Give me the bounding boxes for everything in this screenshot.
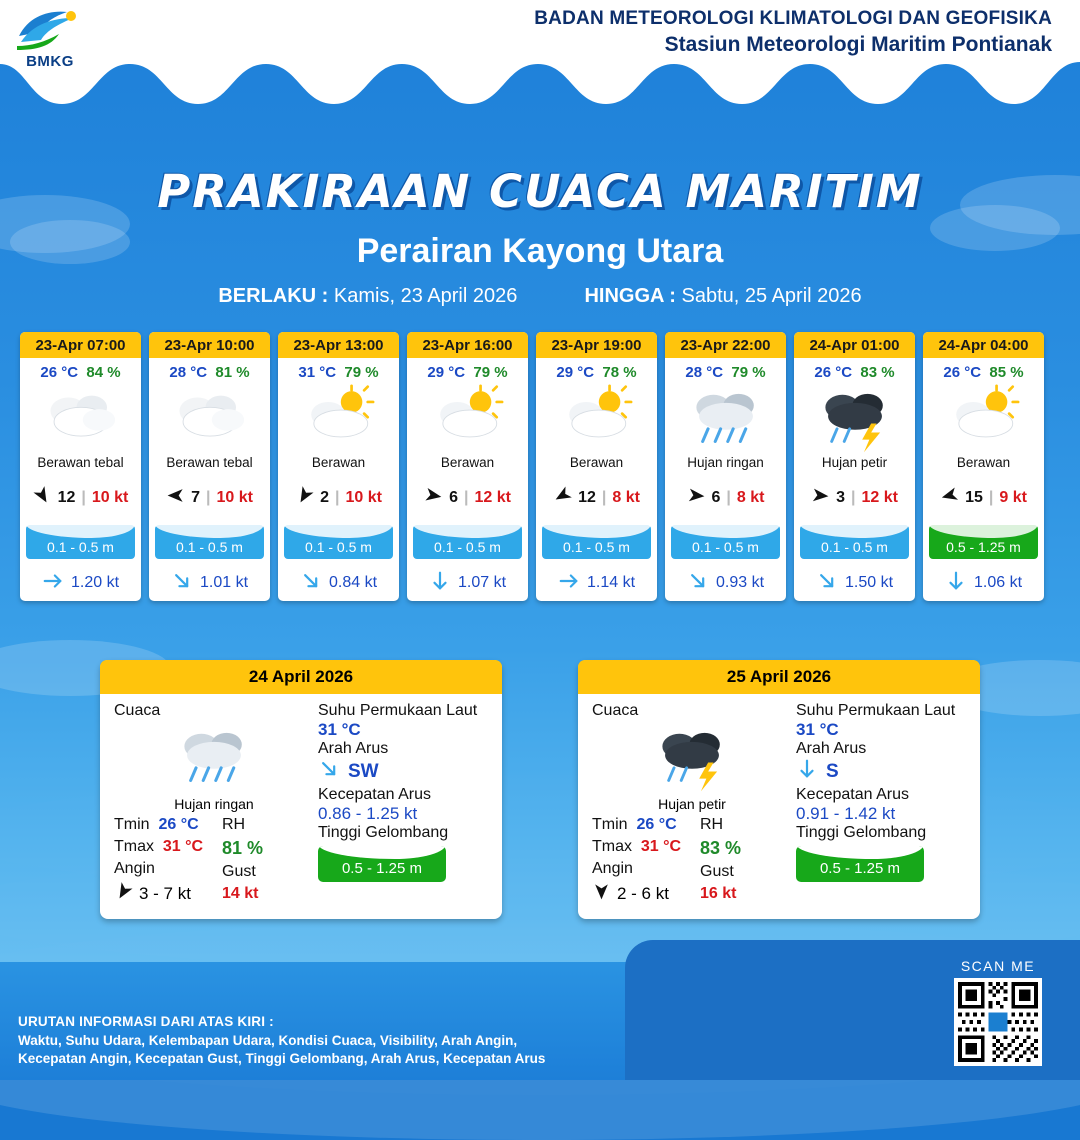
gust-label: Gust (700, 863, 734, 880)
hourly-card (149, 332, 270, 601)
hourly-current (149, 565, 270, 601)
hourly-wave-box (794, 519, 915, 565)
footer-note-line2: Waktu, Suhu Udara, Kelembapan Udara, Kondisi Cuaca, Visibility, Arah Angin, (18, 1032, 518, 1048)
hourly-temp: 26 °C (814, 364, 853, 381)
separator: | (81, 489, 86, 506)
hourly-wave-box (536, 519, 657, 565)
hourly-card (923, 332, 1044, 601)
bmkg-logo-text: BMKG (26, 53, 74, 70)
hourly-wave-box (149, 519, 270, 565)
separator: | (850, 489, 856, 506)
tmax-label: Tmax (114, 838, 154, 855)
sst-label: Suhu Permukaan Laut (796, 702, 956, 719)
hourly-time: 23-Apr 19:00 (536, 332, 657, 358)
current-direction-arrow-icon (171, 570, 193, 597)
rh-value: 83 % (700, 838, 742, 858)
hourly-temp: 26 °C (943, 364, 982, 381)
daily-date: 24 April 2026 (100, 660, 502, 694)
hourly-wind-deg: 6 (449, 489, 458, 506)
page-subtitle: Perairan Kayong Utara (356, 232, 724, 270)
hourly-time: 23-Apr 16:00 (407, 332, 528, 358)
qr-section (954, 958, 1042, 1066)
hourly-temp: 31 °C (298, 364, 337, 381)
daily-wind-row (114, 882, 222, 906)
hourly-wind-deg: 2 (320, 489, 329, 506)
hourly-wave-box (665, 519, 786, 565)
hourly-time: 24-Apr 01:00 (794, 332, 915, 358)
weather-icon-sun-cloud (278, 383, 399, 455)
sst-label: Suhu Permukaan Laut (318, 702, 478, 719)
tmin-label: Tmin (114, 816, 150, 833)
kecepatan-arus-value: 0.86 - 1.25 kt (318, 804, 418, 823)
current-direction-arrow-icon (816, 570, 838, 597)
hourly-wave-box (20, 519, 141, 565)
arah-arus-label: Arah Arus (318, 740, 389, 757)
angin-label: Angin (114, 860, 155, 877)
wind-direction-arrow-icon (553, 486, 572, 510)
hourly-time: 24-Apr 04:00 (923, 332, 1044, 358)
hourly-condition: Berawan (569, 455, 624, 470)
hourly-wave-height: 0.1 - 0.5 m (563, 539, 630, 555)
wind-direction-arrow-icon (114, 882, 133, 906)
page-title: PRAKIRAAN CUACA MARITIM (157, 165, 923, 218)
hourly-condition: Berawan (311, 455, 366, 470)
hourly-rh: 83 % (860, 364, 895, 381)
hourly-rh: 84 % (86, 364, 121, 381)
current-direction-arrow-icon (796, 758, 818, 786)
hourly-card (20, 332, 141, 601)
hourly-wind (20, 477, 141, 519)
daily-panel (578, 660, 980, 919)
page-header (0, 0, 1080, 100)
hourly-wind-speed: 10 kt (345, 489, 382, 506)
hourly-current-speed: 1.01 kt (199, 574, 249, 591)
arah-arus-value: SW (348, 761, 379, 782)
rh-label: RH (222, 816, 246, 833)
daily-condition: Hujan ringan (174, 796, 254, 812)
hourly-wind (923, 477, 1044, 519)
hourly-wave-height: 0.1 - 0.5 m (821, 539, 888, 555)
wind-direction-arrow-icon (166, 486, 185, 510)
footer-note-line1: URUTAN INFORMASI DARI ATAS KIRI : (18, 1014, 274, 1030)
weather-icon-sun-cloud (407, 383, 528, 455)
hourly-wind-speed: 9 kt (999, 489, 1027, 506)
current-direction-arrow-icon (300, 570, 322, 597)
hourly-current-speed: 1.14 kt (586, 574, 636, 591)
hourly-time: 23-Apr 22:00 (665, 332, 786, 358)
hourly-condition: Berawan (440, 455, 495, 470)
hourly-forecast-row (20, 332, 1060, 601)
hourly-temp-rh (20, 358, 141, 383)
separator: | (726, 489, 731, 506)
hourly-rh: 79 % (731, 364, 766, 381)
gust-value: 16 kt (700, 885, 737, 902)
hourly-temp: 26 °C (40, 364, 79, 381)
hourly-current (923, 565, 1044, 601)
hourly-temp: 29 °C (427, 364, 466, 381)
hourly-current-speed: 1.07 kt (457, 574, 507, 591)
separator: | (463, 489, 469, 506)
daily-forecast-row (100, 660, 980, 919)
tmax-label: Tmax (592, 838, 632, 855)
hourly-temp-rh (149, 358, 270, 383)
hourly-current-speed: 1.06 kt (973, 574, 1023, 591)
daily-cuaca-label: Cuaca (114, 702, 161, 719)
hourly-wave-height: 0.5 - 1.25 m (946, 539, 1021, 555)
hourly-wave-height: 0.1 - 0.5 m (692, 539, 759, 555)
footer-note-line3: Kecepatan Angin, Kecepatan Gust, Tinggi Gelombang, Arah Arus, Kecepatan Arus (18, 1050, 546, 1066)
hourly-rh: 79 % (473, 364, 508, 381)
daily-wave-box (796, 846, 924, 882)
hourly-wind-speed: 8 kt (736, 489, 765, 506)
separator: | (988, 489, 994, 506)
hourly-current (407, 565, 528, 601)
hourly-card (794, 332, 915, 601)
weather-icon-sun-cloud (923, 383, 1044, 455)
hourly-temp: 28 °C (685, 364, 724, 381)
gust-label: Gust (222, 863, 256, 880)
hourly-card (407, 332, 528, 601)
header-line1: BADAN METEOROLOGI KLIMATOLOGI DAN GEOFISIKA (534, 8, 1052, 29)
weather-icon-rain (114, 720, 314, 796)
hourly-condition: Hujan ringan (687, 455, 764, 470)
daily-cuaca-label: Cuaca (592, 702, 639, 719)
qr-code[interactable] (954, 978, 1042, 1066)
rh-label: RH (700, 816, 724, 833)
weather-icon-cloudy-thick (149, 383, 270, 455)
footer-note (18, 1013, 618, 1068)
current-direction-arrow-icon (558, 570, 580, 597)
angin-value: 2 - 6 kt (617, 884, 669, 903)
current-direction-arrow-icon (945, 570, 967, 597)
arah-arus-value: S (826, 761, 839, 782)
hourly-wave-height: 0.1 - 0.5 m (305, 539, 372, 555)
hourly-temp: 28 °C (169, 364, 208, 381)
rh-value: 81 % (222, 838, 264, 858)
hourly-wave-box (923, 519, 1044, 565)
angin-value: 3 - 7 kt (139, 884, 191, 903)
hourly-current (536, 565, 657, 601)
hourly-rh: 81 % (215, 364, 250, 381)
until-label: HINGGA : (584, 285, 676, 307)
hourly-wave-box (407, 519, 528, 565)
arah-arus-label: Arah Arus (796, 740, 867, 757)
hourly-temp-rh (923, 358, 1044, 383)
hourly-current (278, 565, 399, 601)
hourly-wave-height: 0.1 - 0.5 m (47, 539, 114, 555)
tmax-value: 31 °C (640, 838, 682, 855)
hourly-wind-deg: 15 (965, 489, 983, 506)
hourly-wave-height: 0.1 - 0.5 m (176, 539, 243, 555)
header-line2: Stasiun Meteorologi Maritim Pontianak (664, 33, 1052, 56)
wind-direction-arrow-icon (33, 486, 52, 510)
tinggi-gelombang-label: Tinggi Gelombang (796, 824, 927, 841)
daily-wave-value: 0.5 - 1.25 m (341, 860, 423, 877)
hourly-current (665, 565, 786, 601)
daily-panel (100, 660, 502, 919)
hourly-card (665, 332, 786, 601)
hourly-wind (278, 477, 399, 519)
bmkg-logo-mark (15, 6, 85, 52)
gust-value: 14 kt (222, 885, 259, 902)
bmkg-logo (8, 6, 92, 86)
hourly-condition: Berawan tebal (166, 455, 253, 470)
tmin-value: 26 °C (158, 816, 199, 833)
weather-icon-cloudy-thick (20, 383, 141, 455)
hourly-wind (407, 477, 528, 519)
hourly-condition: Berawan (956, 455, 1011, 470)
wind-direction-arrow-icon (295, 486, 314, 510)
hourly-temp: 29 °C (556, 364, 595, 381)
kecepatan-arus-value: 0.91 - 1.42 kt (796, 804, 896, 823)
wind-direction-arrow-icon (592, 882, 611, 906)
weather-icon-thunder (592, 720, 792, 796)
hourly-rh: 79 % (344, 364, 379, 381)
hourly-wind-speed: 10 kt (216, 489, 253, 506)
hourly-current-speed: 1.50 kt (844, 574, 894, 591)
tmax-value: 31 °C (162, 838, 204, 855)
daily-wave-value: 0.5 - 1.25 m (819, 860, 901, 877)
tinggi-gelombang-label: Tinggi Gelombang (318, 824, 449, 841)
hourly-current-speed: 0.84 kt (328, 574, 378, 591)
hourly-current (794, 565, 915, 601)
tmin-label: Tmin (592, 816, 628, 833)
hourly-condition: Hujan petir (821, 455, 888, 470)
hourly-card (278, 332, 399, 601)
separator: | (601, 489, 607, 506)
hourly-wind (536, 477, 657, 519)
daily-wind-row (592, 882, 700, 906)
hourly-current-speed: 1.20 kt (70, 574, 120, 591)
separator: | (205, 489, 211, 506)
hourly-wind-speed: 10 kt (91, 489, 129, 506)
validity-row (0, 285, 1080, 308)
arah-arus-row (318, 758, 488, 786)
hourly-condition: Berawan tebal (37, 455, 124, 470)
hourly-wind-deg: 12 (578, 489, 596, 506)
current-direction-arrow-icon (429, 570, 451, 597)
hourly-wind (149, 477, 270, 519)
hourly-temp-rh (794, 358, 915, 383)
arah-arus-row (796, 758, 966, 786)
hourly-current (20, 565, 141, 601)
wind-direction-arrow-icon (687, 486, 706, 510)
hourly-rh: 78 % (602, 364, 637, 381)
until-value: Sabtu, 25 April 2026 (681, 285, 862, 307)
separator: | (334, 489, 340, 506)
hourly-time: 23-Apr 07:00 (20, 332, 141, 358)
hourly-wind-speed: 12 kt (474, 489, 511, 506)
tmin-value: 26 °C (636, 816, 677, 833)
sst-value: 31 °C (318, 720, 361, 739)
hourly-wind-deg: 12 (57, 489, 76, 506)
valid-value: Kamis, 23 April 2026 (333, 285, 518, 307)
hourly-temp-rh (407, 358, 528, 383)
hourly-wave-box (278, 519, 399, 565)
angin-label: Angin (592, 860, 633, 877)
hourly-current-speed: 0.93 kt (715, 574, 765, 591)
weather-icon-rain (665, 383, 786, 455)
kecepatan-arus-label: Kecepatan Arus (796, 786, 909, 803)
valid-label: BERLAKU : (218, 285, 329, 307)
hourly-card (536, 332, 657, 601)
weather-icon-thunder (794, 383, 915, 455)
hourly-wind-speed: 8 kt (612, 489, 640, 506)
hourly-wind (665, 477, 786, 519)
hourly-time: 23-Apr 13:00 (278, 332, 399, 358)
hourly-wind-speed: 12 kt (861, 489, 898, 506)
current-direction-arrow-icon (687, 570, 709, 597)
current-direction-arrow-icon (42, 570, 64, 597)
weather-icon-sun-cloud (536, 383, 657, 455)
hourly-time: 23-Apr 10:00 (149, 332, 270, 358)
hourly-temp-rh (278, 358, 399, 383)
scan-me-label: SCAN ME (960, 958, 1036, 974)
header-titles (534, 8, 1052, 57)
wind-direction-arrow-icon (424, 486, 443, 510)
hourly-wind-deg: 3 (836, 489, 845, 506)
kecepatan-arus-label: Kecepatan Arus (318, 786, 431, 803)
hourly-wind-deg: 6 (711, 489, 721, 506)
hourly-temp-rh (665, 358, 786, 383)
daily-date: 25 April 2026 (578, 660, 980, 694)
hourly-wind (794, 477, 915, 519)
sst-value: 31 °C (796, 720, 839, 739)
hourly-wave-height: 0.1 - 0.5 m (434, 539, 501, 555)
daily-wave-box (318, 846, 446, 882)
wind-direction-arrow-icon (811, 486, 830, 510)
hourly-rh: 85 % (989, 364, 1024, 381)
hourly-temp-rh (536, 358, 657, 383)
daily-condition: Hujan petir (658, 796, 726, 812)
wind-direction-arrow-icon (940, 486, 959, 510)
hourly-wind-deg: 7 (191, 489, 200, 506)
current-direction-arrow-icon (318, 758, 340, 786)
